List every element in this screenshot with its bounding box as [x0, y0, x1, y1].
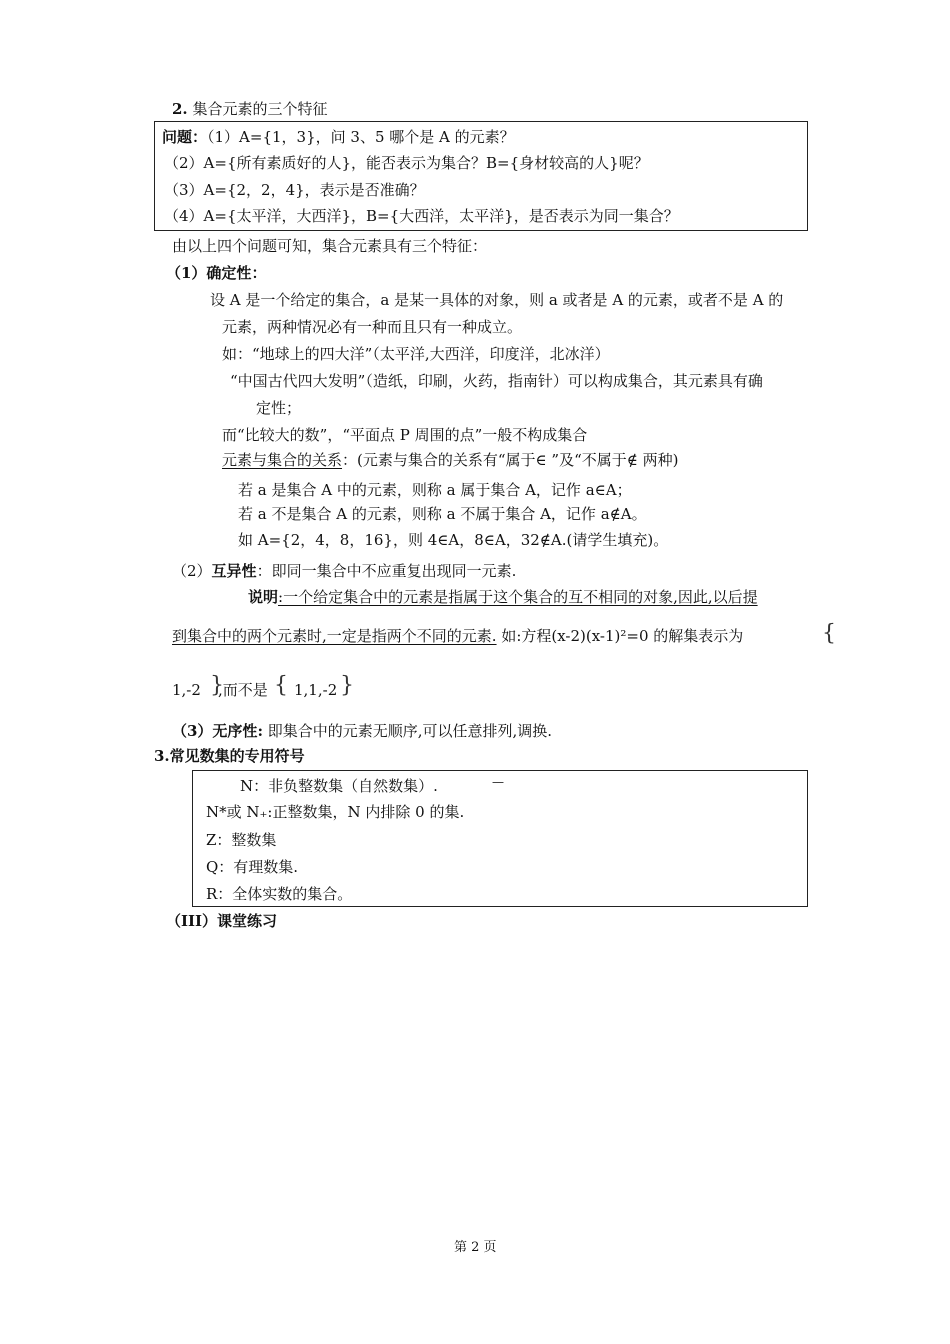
- unordered-text: 即集合中的元素无顺序,可以任意排列,调换.: [262, 722, 553, 740]
- question-1: [162, 127, 515, 147]
- distinctness-number: （2）: [172, 562, 212, 580]
- question-4: （4）A={太平洋，大西洋}，B={大西洋，太平洋}，是否表示为同一集合？: [164, 207, 679, 225]
- distinctness-note-2: [172, 626, 743, 646]
- section-heading: [172, 99, 327, 119]
- question-2: （2）A={所有素质好的人}，能否表示为集合？B={身材较高的人}呢？: [164, 154, 649, 172]
- relation-not-belongs: 若 a 不是集合 A 的元素，则称 a 不属于集合 A，记作 a∉A。: [238, 505, 647, 523]
- question-3: （3）A={2，2，4}，表示是否准确？: [164, 181, 425, 199]
- certainty-example-2b: 定性；: [256, 399, 302, 417]
- distinctness-text: ：即同一集合中不应重复出现同一元素.: [256, 562, 517, 580]
- note-line-2-underlined: 到集合中的两个元素时,一定是指两个不同的元素.: [172, 627, 497, 645]
- question-1-text: （1）A={1，3}，问 3、5 哪个是 A 的元素？: [207, 128, 515, 146]
- solution-line: [172, 680, 201, 700]
- solution-brace-open: {: [822, 621, 836, 646]
- relation-belongs: 若 a 是集合 A 中的元素，则称 a 属于集合 A，记作 a∈A；: [238, 481, 632, 499]
- distinctness: [172, 561, 516, 581]
- number-set-z: Z：整数集: [206, 831, 277, 849]
- note-line-2-rest: 如:方程(x-2)(x-1)²=0 的解集表示为: [496, 627, 744, 645]
- certainty-example-2a: “中国古代四大发明”（造纸，印刷，火药，指南针）可以构成集合，其元素具有确: [230, 372, 763, 390]
- certainty-example-3: 而“比较大的数”，“平面点 P 周围的点”一般不构成集合: [222, 426, 588, 444]
- number-set-q: Q：有理数集.: [206, 858, 299, 876]
- number-set-r: R：全体实数的集合。: [206, 885, 353, 903]
- distinctness-title: 互异性: [211, 562, 257, 580]
- note-line-1: :一个给定集合中的元素是指属于这个集合的互不相同的对象,因此,以后提: [278, 588, 758, 606]
- solution-not-text: ,而不是: [218, 681, 268, 699]
- certainty-example-1: 如：“地球上的四大洋”（太平洋,大西洋，印度洋，北冰洋）: [222, 345, 610, 363]
- intro-text: 由以上四个问题可知，集合元素具有三个特征：: [172, 237, 488, 255]
- element-set-relation: [222, 450, 678, 470]
- unordered: [172, 721, 552, 741]
- relation-text: ：(元素与集合的关系有“属于∈ ”及“不属于∉ 两种): [342, 451, 679, 469]
- solution-brace-close: }: [210, 673, 224, 698]
- number-set-n: N：非负整数集（自然数集）.: [240, 777, 438, 795]
- number-set-n-star: N*或 N₊:正整数集，N 内排除 0 的集.: [206, 803, 465, 821]
- section-number: 2.: [172, 100, 188, 118]
- section-title: 集合元素的三个特征: [192, 100, 328, 118]
- certainty-title: （1）确定性：: [166, 264, 267, 282]
- wrong-brace-close: }: [340, 673, 354, 698]
- solution-wrong: 1,1,-2: [294, 681, 338, 699]
- stray-mark: —: [492, 775, 504, 789]
- questions-label: 问题：: [162, 128, 208, 146]
- unordered-title: （3）无序性:: [172, 722, 263, 740]
- note-label: 说明: [248, 588, 279, 606]
- wrong-brace-open: {: [274, 673, 288, 698]
- classroom-exercise-heading: （III）课堂练习: [166, 912, 278, 930]
- certainty-definition-1: 设 A 是一个给定的集合，a 是某一具体的对象，则 a 或者是 A 的元素，或者不是 A 的: [210, 291, 784, 309]
- page-number: 第 2 页: [454, 1240, 497, 1255]
- distinctness-note-1: [248, 587, 758, 607]
- section3-heading: 3.常见数集的专用符号: [154, 747, 305, 765]
- relation-label: 元素与集合的关系: [222, 451, 343, 469]
- certainty-definition-2: 元素，两种情况必有一种而且只有一种成立。: [222, 318, 523, 336]
- solution-correct: 1,-2: [172, 681, 201, 699]
- relation-example: 如 A={2，4，8，16}，则 4∈A，8∈A，32∉A.(请学生填充)。: [238, 531, 669, 549]
